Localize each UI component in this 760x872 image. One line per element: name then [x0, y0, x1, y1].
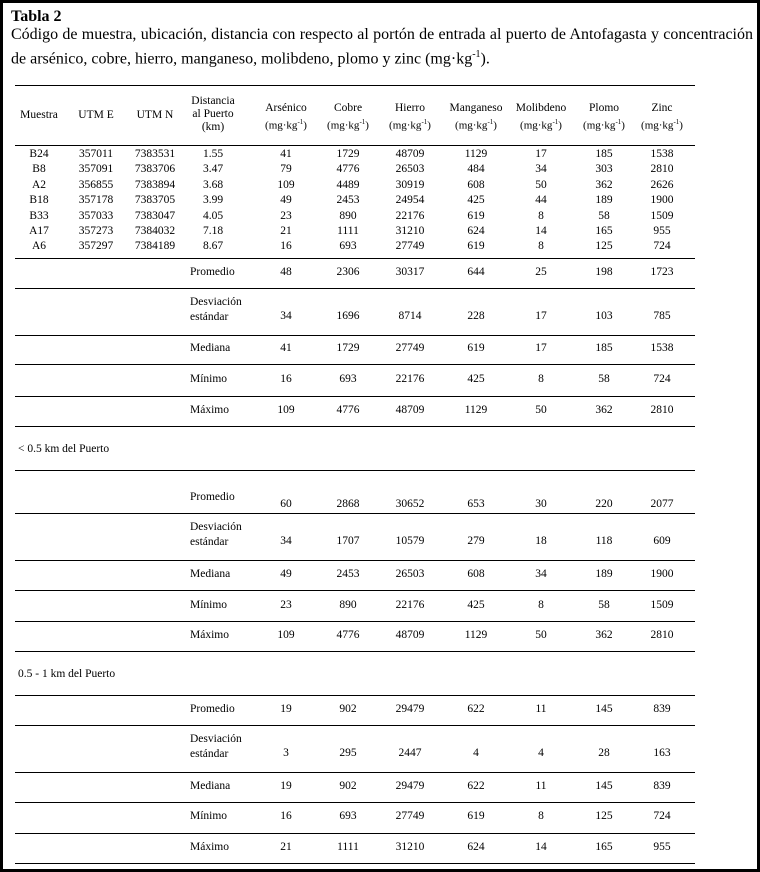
stat-value: 163	[653, 747, 671, 759]
table-cell: 165	[595, 225, 613, 237]
header-element-name: Arsénico	[265, 102, 307, 114]
stat-value: 4776	[336, 629, 360, 641]
stat-value: 279	[467, 535, 485, 547]
stat-value: 785	[653, 310, 671, 322]
stat-value: 1538	[650, 342, 674, 354]
caption-text: Código de muestra, ubicación, distancia con respecto al portón de entrada al puerto de Antofagasta y concentración de arsénico, cobre, hierro, manganeso, molibdeno, plomo y zinc (mg·kg	[11, 26, 753, 68]
stat-value: 30	[535, 498, 547, 510]
table-cell: 7383706	[134, 163, 176, 176]
stat-value: 2447	[398, 747, 422, 759]
table-cell: 8.67	[202, 240, 224, 253]
stat-value: 17	[535, 310, 547, 322]
unit-text: (mg·kg	[327, 119, 360, 132]
table-cell: 2453	[336, 194, 360, 207]
stat-value: 23	[280, 599, 292, 611]
stat-label: Mediana	[190, 568, 231, 580]
stat-value: 25	[535, 266, 547, 278]
stat-value: 955	[653, 841, 671, 853]
table-cell: 21	[280, 225, 292, 237]
unit-text: (mg·kg	[583, 119, 616, 132]
header-utm-n: UTM N	[136, 109, 174, 121]
table-cell: 44	[535, 194, 547, 207]
table-cell: 2810	[650, 163, 674, 176]
table-rule	[15, 288, 695, 289]
unit-close: )	[679, 119, 683, 132]
header-element-unit	[641, 116, 683, 133]
table-cell: 24954	[395, 194, 425, 207]
stat-value: 29479	[395, 780, 425, 792]
stat-value: 890	[339, 599, 357, 611]
table-cell: 357091	[78, 163, 114, 176]
stat-value: 31210	[395, 841, 425, 853]
table-cell: 23	[280, 209, 292, 222]
stat-value: 622	[467, 703, 485, 715]
unit-superscript: -1	[487, 118, 494, 126]
header-distancia-line: (km)	[201, 121, 225, 133]
stat-value: 109	[277, 404, 295, 416]
stat-value: 1723	[650, 266, 674, 278]
unit-text: (mg·kg	[520, 119, 553, 132]
stat-value: 60	[280, 498, 292, 510]
unit-text: (mg·kg	[265, 119, 298, 132]
stat-value: 1900	[650, 568, 674, 580]
caption-end: ).	[480, 50, 490, 68]
table-cell: 48709	[395, 148, 425, 160]
stat-value: 103	[595, 310, 613, 322]
header-distancia-line: al Puerto	[192, 108, 234, 120]
table-cell: 30919	[395, 178, 425, 191]
unit-text: (mg·kg	[389, 119, 422, 132]
table-rule	[15, 651, 695, 652]
table-cell: 49	[280, 194, 292, 207]
table-cell: 624	[467, 225, 485, 237]
stat-value: 28	[598, 747, 610, 759]
table-cell: B8	[32, 163, 46, 176]
table-rule	[15, 621, 695, 622]
stat-label: Mínimo	[190, 810, 228, 822]
table-cell: 41	[280, 148, 292, 160]
table-cell: 619	[467, 209, 485, 222]
table-cell: 619	[467, 240, 485, 253]
table-cell: B24	[29, 148, 49, 160]
stat-value: 362	[595, 629, 613, 641]
header-element-name: Cobre	[333, 102, 363, 114]
unit-close: )	[365, 119, 369, 132]
stat-value: 145	[595, 703, 613, 715]
table-cell: 109	[277, 178, 295, 191]
stat-value: 19	[280, 780, 292, 792]
stat-value: 902	[339, 703, 357, 715]
header-element-unit	[455, 116, 497, 133]
stat-value: 3	[283, 747, 289, 759]
table-cell: A2	[31, 178, 47, 191]
table-cell: 7383047	[134, 209, 176, 222]
stat-value: 1729	[336, 342, 360, 354]
stat-label: estándar	[190, 536, 229, 548]
table-cell: 3.47	[202, 163, 224, 176]
unit-text: (mg·kg	[641, 119, 674, 132]
table-cell: 17	[535, 148, 547, 160]
stat-label: Promedio	[190, 266, 235, 278]
table-cell: 31210	[395, 225, 425, 237]
table-cell: 1538	[650, 148, 674, 160]
stat-value: 839	[653, 703, 671, 715]
stat-value: 11	[535, 703, 547, 715]
table-cell: A17	[29, 225, 49, 237]
stat-value: 228	[467, 310, 485, 322]
table-cell: 357178	[78, 194, 114, 207]
stat-value: 27749	[395, 810, 425, 822]
table-cell: 955	[653, 225, 671, 237]
stat-value: 19	[280, 703, 292, 715]
table-cell: 356855	[78, 178, 114, 191]
stat-value: 609	[653, 535, 671, 547]
stat-value: 118	[595, 535, 613, 547]
table-cell: 34	[535, 163, 547, 176]
stat-value: 2077	[650, 498, 674, 510]
stat-value: 11	[535, 780, 547, 792]
table-cell: 4.05	[202, 209, 224, 222]
stat-value: 48709	[395, 404, 425, 416]
table-cell: 16	[280, 240, 292, 253]
stat-label: Mediana	[190, 780, 231, 792]
table-cell: 4776	[336, 163, 360, 176]
table-cell: 8	[538, 240, 544, 253]
table-cell: 4489	[336, 178, 360, 191]
table-cell: 1509	[650, 209, 674, 222]
stat-value: 1111	[337, 841, 359, 853]
stat-label: Desviación	[190, 733, 242, 745]
stat-value: 49	[280, 568, 292, 580]
table-caption	[11, 25, 753, 69]
table-cell: 8	[538, 209, 544, 222]
table-cell: 1900	[650, 194, 674, 207]
stat-value: 693	[339, 810, 357, 822]
table-cell: 58	[598, 209, 610, 222]
stat-value: 653	[467, 498, 485, 510]
header-element-name: Molibdeno	[515, 102, 567, 114]
stat-value: 2306	[336, 266, 360, 278]
table-cell: 484	[467, 163, 485, 176]
stat-value: 189	[595, 568, 613, 580]
table-cell: 79	[280, 163, 292, 176]
table-cell: 7384032	[134, 225, 176, 237]
table-rule	[15, 590, 695, 591]
stat-value: 41	[280, 342, 292, 354]
stat-label: Mínimo	[190, 373, 228, 385]
table-cell: 1729	[336, 148, 360, 160]
stat-value: 1696	[336, 310, 360, 322]
stat-value: 30652	[395, 498, 425, 510]
stat-label: Máximo	[190, 841, 229, 853]
stat-value: 50	[535, 629, 547, 641]
table-cell: 14	[535, 225, 547, 237]
stat-value: 619	[467, 342, 485, 354]
table-cell: 7.18	[202, 225, 224, 237]
table-cell: 362	[595, 178, 613, 191]
stat-value: 839	[653, 780, 671, 792]
stat-value: 58	[598, 373, 610, 385]
header-element-unit	[265, 116, 307, 133]
stat-label: estándar	[190, 311, 229, 323]
stat-value: 619	[467, 810, 485, 822]
stat-value: 26503	[395, 568, 425, 580]
stat-value: 8	[538, 599, 544, 611]
header-element-name: Zinc	[651, 102, 673, 114]
unit-superscript: -1	[359, 118, 366, 126]
stat-value: 185	[595, 342, 613, 354]
section-title: < 0.5 km del Puerto	[18, 443, 110, 455]
table-rule	[15, 863, 695, 864]
table-rule	[15, 258, 695, 259]
header-distancia-line: Distancia	[191, 95, 235, 107]
stat-value: 29479	[395, 703, 425, 715]
unit-text: (mg·kg	[455, 119, 488, 132]
table-cell: A6	[31, 240, 47, 253]
header-element-name: Hierro	[394, 102, 426, 114]
stat-value: 22176	[395, 599, 425, 611]
header-utm-e: UTM E	[78, 109, 114, 121]
stat-value: 362	[595, 404, 613, 416]
table-cell: 890	[339, 209, 357, 222]
table-cell: 27749	[395, 240, 425, 253]
stat-value: 125	[595, 810, 613, 822]
table-cell: 1111	[337, 225, 359, 237]
stat-value: 8714	[398, 310, 422, 322]
table-rule	[15, 833, 695, 834]
stat-value: 165	[595, 841, 613, 853]
stat-label: Máximo	[190, 404, 229, 416]
stat-value: 198	[595, 266, 613, 278]
stat-label: Mínimo	[190, 599, 228, 611]
stat-value: 2810	[650, 629, 674, 641]
header-muestra: Muestra	[20, 109, 58, 121]
stat-label: Desviación	[190, 521, 242, 533]
table-rule	[15, 85, 695, 86]
table-cell: 125	[595, 240, 613, 253]
stat-value: 48	[280, 266, 292, 278]
stat-value: 8	[538, 373, 544, 385]
unit-close: )	[493, 119, 497, 132]
stat-value: 18	[535, 535, 547, 547]
stat-value: 10579	[395, 535, 425, 547]
stat-value: 724	[653, 373, 671, 385]
table-rule	[15, 335, 695, 336]
unit-superscript: -1	[615, 118, 622, 126]
table-cell: 2626	[650, 178, 674, 191]
stat-value: 109	[277, 629, 295, 641]
header-element-unit	[583, 116, 625, 133]
table-rule	[15, 725, 695, 726]
table-cell: 303	[595, 163, 613, 176]
stat-value: 902	[339, 780, 357, 792]
unit-close: )	[303, 119, 307, 132]
stat-value: 16	[280, 810, 292, 822]
stat-value: 17	[535, 342, 547, 354]
table-cell: 357297	[78, 240, 114, 253]
header-element-unit	[520, 116, 562, 133]
stat-value: 693	[339, 373, 357, 385]
table-cell: 357273	[78, 225, 114, 237]
caption-superscript: -1	[472, 49, 481, 60]
stat-value: 724	[653, 810, 671, 822]
stat-label: Promedio	[190, 491, 235, 503]
table-cell: 26503	[395, 163, 425, 176]
stat-value: 8	[538, 810, 544, 822]
table-rule	[15, 396, 695, 397]
stat-value: 295	[339, 747, 357, 759]
table-cell: 185	[595, 148, 613, 160]
header-element-name: Manganeso	[449, 102, 503, 114]
table-rule	[15, 145, 695, 146]
table-cell: 724	[653, 240, 671, 253]
table-rule	[15, 695, 695, 696]
table-rule	[15, 772, 695, 773]
table-cell: 608	[467, 178, 485, 191]
stat-value: 34	[535, 568, 547, 580]
stat-label: Promedio	[190, 703, 235, 715]
stat-value: 220	[595, 498, 613, 510]
table-cell: B18	[29, 194, 49, 207]
stat-label: Máximo	[190, 629, 229, 641]
stat-value: 30317	[395, 266, 425, 278]
table-cell: 1.55	[202, 148, 224, 160]
stat-value: 22176	[395, 373, 425, 385]
table-cell: 357011	[78, 148, 114, 160]
table-cell: 3.99	[202, 194, 224, 207]
stat-label: Mediana	[190, 342, 231, 354]
unit-close: )	[558, 119, 562, 132]
stat-value: 425	[467, 373, 485, 385]
table-rule	[15, 364, 695, 365]
stat-value: 1509	[650, 599, 674, 611]
stat-label: estándar	[190, 748, 229, 760]
stat-value: 2810	[650, 404, 674, 416]
table-cell: 1129	[464, 148, 488, 160]
stat-value: 624	[467, 841, 485, 853]
stat-value: 34	[280, 535, 292, 547]
stat-value: 622	[467, 780, 485, 792]
unit-superscript: -1	[673, 118, 680, 126]
stat-value: 50	[535, 404, 547, 416]
table-rule	[15, 513, 695, 514]
table-cell: 50	[535, 178, 547, 191]
stat-value: 1129	[464, 404, 488, 416]
unit-superscript: -1	[297, 118, 304, 126]
stat-value: 145	[595, 780, 613, 792]
stat-value: 14	[535, 841, 547, 853]
table-cell: 3.68	[202, 178, 224, 191]
stat-value: 425	[467, 599, 485, 611]
stat-value: 34	[280, 310, 292, 322]
table-cell: 7383705	[134, 194, 176, 207]
stat-value: 2868	[336, 498, 360, 510]
unit-superscript: -1	[421, 118, 428, 126]
table-cell: 693	[339, 240, 357, 253]
stat-value: 48709	[395, 629, 425, 641]
table-rule	[15, 426, 695, 427]
stat-value: 4	[473, 747, 479, 759]
table-cell: B33	[29, 209, 49, 222]
header-element-name: Plomo	[588, 102, 620, 114]
stat-value: 4776	[336, 404, 360, 416]
table-number: Tabla 2	[11, 8, 62, 25]
stat-value: 608	[467, 568, 485, 580]
stat-value: 21	[280, 841, 292, 853]
unit-superscript: -1	[552, 118, 559, 126]
table-cell: 357033	[78, 209, 114, 222]
section-title: 0.5 - 1 km del Puerto	[18, 668, 116, 680]
table-cell: 425	[467, 194, 485, 207]
stat-value: 2453	[336, 568, 360, 580]
unit-close: )	[427, 119, 431, 132]
stat-value: 644	[467, 266, 485, 278]
table-rule	[15, 560, 695, 561]
stat-value: 1129	[464, 629, 488, 641]
stat-value: 4	[538, 747, 544, 759]
stat-value: 58	[598, 599, 610, 611]
table-rule	[15, 470, 695, 471]
unit-close: )	[621, 119, 625, 132]
table-cell: 22176	[395, 209, 425, 222]
header-element-unit	[389, 116, 431, 133]
table-cell: 7384189	[134, 240, 176, 253]
header-element-unit	[327, 116, 369, 133]
table-cell: 7383894	[134, 178, 176, 191]
table-cell: 189	[595, 194, 613, 207]
stat-label: Desviación	[190, 296, 242, 308]
table-cell: 7383531	[134, 148, 176, 160]
stat-value: 1707	[336, 535, 360, 547]
table-rule	[15, 802, 695, 803]
stat-value: 16	[280, 373, 292, 385]
stat-value: 27749	[395, 342, 425, 354]
